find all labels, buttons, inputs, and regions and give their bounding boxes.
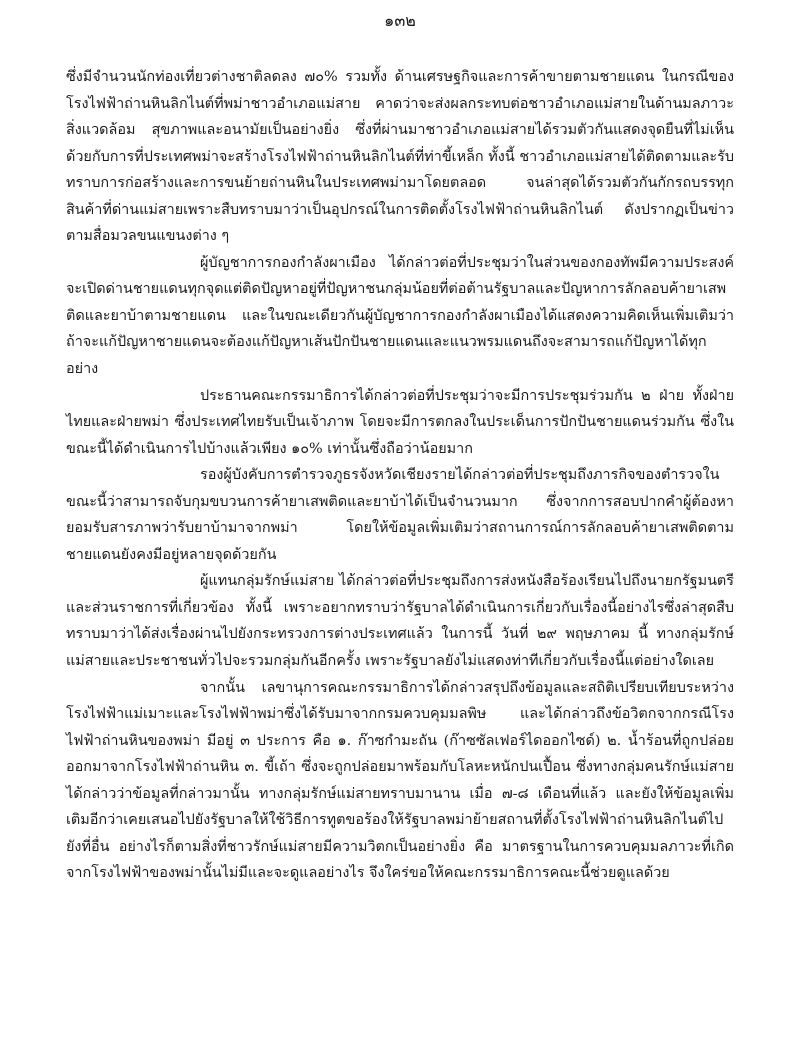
paragraph-intro-continuation: ซึ่งมีจำนวนนักท่องเที่ยวต่างชาติลดลง ๗๐% รวมทั้ง ด้านเศรษฐกิจและการค้าขายตามชายแดน ในกรณีของโรงไฟฟ้าถ่านหินลิกไนต์ที่พม่าชาวอำเภอแม่สาย คาดว่าจะส่งผลกระทบต่อชาวอำเภอแม่สายในด้านมลภาวะสิ่งแวดล้อม สุขภาพและอนามัยเป็นอย่างยิ่ง ซึ่งที่ผ่านมาชาวอำเภอแม่สายได้รวมตัวกันแสดงจุดยืนที่ไม่เห็นด้วยกับการที่ประเทศพม่าจะสร้างโรงไฟฟ้าถ่านหินลิกไนต์ที่ท่าขี้เหล็ก ทั้งนี้ ชาวอำเภอแม่สายได้ติดตามและรับทราบการก่อสร้างและการขนย้ายถ่านหินในประเทศพม่ามาโดยตลอด จนล่าสุดได้รวมตัวกันกักรถบรรทุกสินค้าที่ด่านแม่สายเพราะสืบทราบมาว่าเป็นอุปกรณ์ในการติดตั้งโรงไฟฟ้าถ่านหินลิกไนต์ ดังปรากฏเป็นข่าวตามสื่อมวลขนแขนงต่าง ๆ xyxy=(66,69,734,245)
paragraph-committee-chairman: ประธานคณะกรรมาธิการได้กล่าวต่อที่ประชุมว่าจะมีการประชุมร่วมกัน ๒ ฝ่าย ทั้งฝ่ายไทยและฝ่ายพม่า ซึ่งประเทศไทยรับเป็นเจ้าภาพ โดยจะมีการตกลงในประเด็นการปักปันชายแดนร่วมกัน ซึ่งในขณะนี้ได้ดำเนินการไปบ้างแล้วเพียง ๑๐% เท่านั้นซึ่งถือว่าน้อยมาก xyxy=(66,387,734,457)
paragraph-rak-mae-sai-representative: ผู้แทนกลุ่มรักษ์แม่สาย ได้กล่าวต่อที่ประชุมถึงการส่งหนังสือร้องเรียนไปถึงนายกรัฐมนตรีและส่วนราชการที่เกี่ยวข้อง ทั้งนี้ เพราะอยากทราบว่ารัฐบาลได้ดำเนินการเกี่ยวกับเรื่องนี้อย่างไรซึ่งล่าสุดสืบทราบมาว่าได้ส่งเรื่องผ่านไปยังกระทรวงการต่างประเทศแล้ว ในการนี้ วันที่ ๒๙ พฤษภาคม นี้ ทางกลุ่มรักษ์แม่สายและประชาชนทั่วไปจะรวมกลุ่มกันอีกครั้ง เพราะรัฐบาลยังไม่แสดงท่าทีเกี่ยวกับเรื่องนี้แต่อย่างใดเลย xyxy=(66,573,734,670)
document-body xyxy=(66,64,734,887)
paragraph-deputy-police-commander: รองผู้บังคับการตำรวจภูธรจังหวัดเชียงรายได้กล่าวต่อที่ประชุมถึงภารกิจของตำรวจในขณะนี้ว่าสามารถจับกุมขบวนการค้ายาเสพติดและยาบ้าได้เป็นจำนวนมาก ซึ่งจากการสอบปากคำผู้ต้องหายอมรับสารภาพว่ารับยาบ้ามาจากพม่า โดยให้ข้อมูลเพิ่มเติมว่าสถานการณ์การลักลอบค้ายาเสพติดตามชายแดนยังคงมีอยู่หลายจุดด้วยกัน xyxy=(66,467,734,563)
paragraph-pha-mueang-commander: ผู้บัญชาการกองกำลังผาเมือง ได้กล่าวต่อที่ประชุมว่าในส่วนของกองทัพมีความประสงค์จะเปิดด่านชายแดนทุกจุดแต่ติดปัญหาอยู่ที่ปัญหาชนกลุ่มน้อยที่ต่อต้านรัฐบาลและปัญหาการลักลอบค้ายาเสพติดและยาบ้าตามชายแดน และในขณะเดียวกันผู้บัญชาการกองกำลังผาเมืองได้แสดงความคิดเห็นเพิ่มเติมว่า ถ้าจะแก้ปัญหาชายแดนจะต้องแก้ปัญหาเส้นปักปันชายแดนและแนวพรมแดนถึงจะสามารถแก้ปัญหาได้ทุกอย่าง xyxy=(66,254,734,378)
paragraph-committee-secretary-summary: จากนั้น เลขานุการคณะกรรมาธิการได้กล่าวสรุปถึงข้อมูลและสถิติเปรียบเทียบระหว่างโรงไฟฟ้าแม่เมาะและโรงไฟฟ้าพม่าซึ่งได้รับมาจากกรมควบคุมมลพิษ และได้กล่าวถึงข้อวิตกจากกรณีโรงไฟฟ้าถ่านหินของพม่า มีอยู่ ๓ ประการ คือ ๑. ก๊าซกำมะถัน (ก๊าซซัลเฟอร์ไดออกไซด์) ๒. น้ำร้อนที่ถูกปล่อยออกมาจากโรงไฟฟ้าถ่านหิน ๓. ขี้เถ้า ซึ่งจะถูกปล่อยมาพร้อมกับโลหะหนักปนเปื้อน ซึ่งทางกลุ่มคนรักษ์แม่สายได้กล่าวว่าข้อมูลที่กล่าวมานั้น ทางกลุ่มรักษ์แม่สายทราบมานาน เมื่อ ๗-๘ เดือนที่แล้ว และยังให้ข้อมูลเพิ่มเติมอีกว่าเคยเสนอไปยังรัฐบาลให้ใช้วิธีการทูตขอร้องให้รัฐบาลพม่าย้ายสถานที่ตั้งโรงไฟฟ้าถ่านหินลิกไนต์ไปยังที่อื่น อย่างไรก็ตามสิ่งที่ชาวรักษ์แม่สายมีความวิตกเป็นอย่างยิ่ง คือ มาตรฐานในการควบคุมมลภาวะที่เกิดจากโรงไฟฟ้าของพม่านั้นไม่มีและจะดูแลอย่างไร จึงใคร่ขอให้คณะกรรมาธิการคณะนี้ช่วยดูแลด้วย xyxy=(66,679,734,882)
page-number: ๑๓๒ xyxy=(384,11,416,30)
